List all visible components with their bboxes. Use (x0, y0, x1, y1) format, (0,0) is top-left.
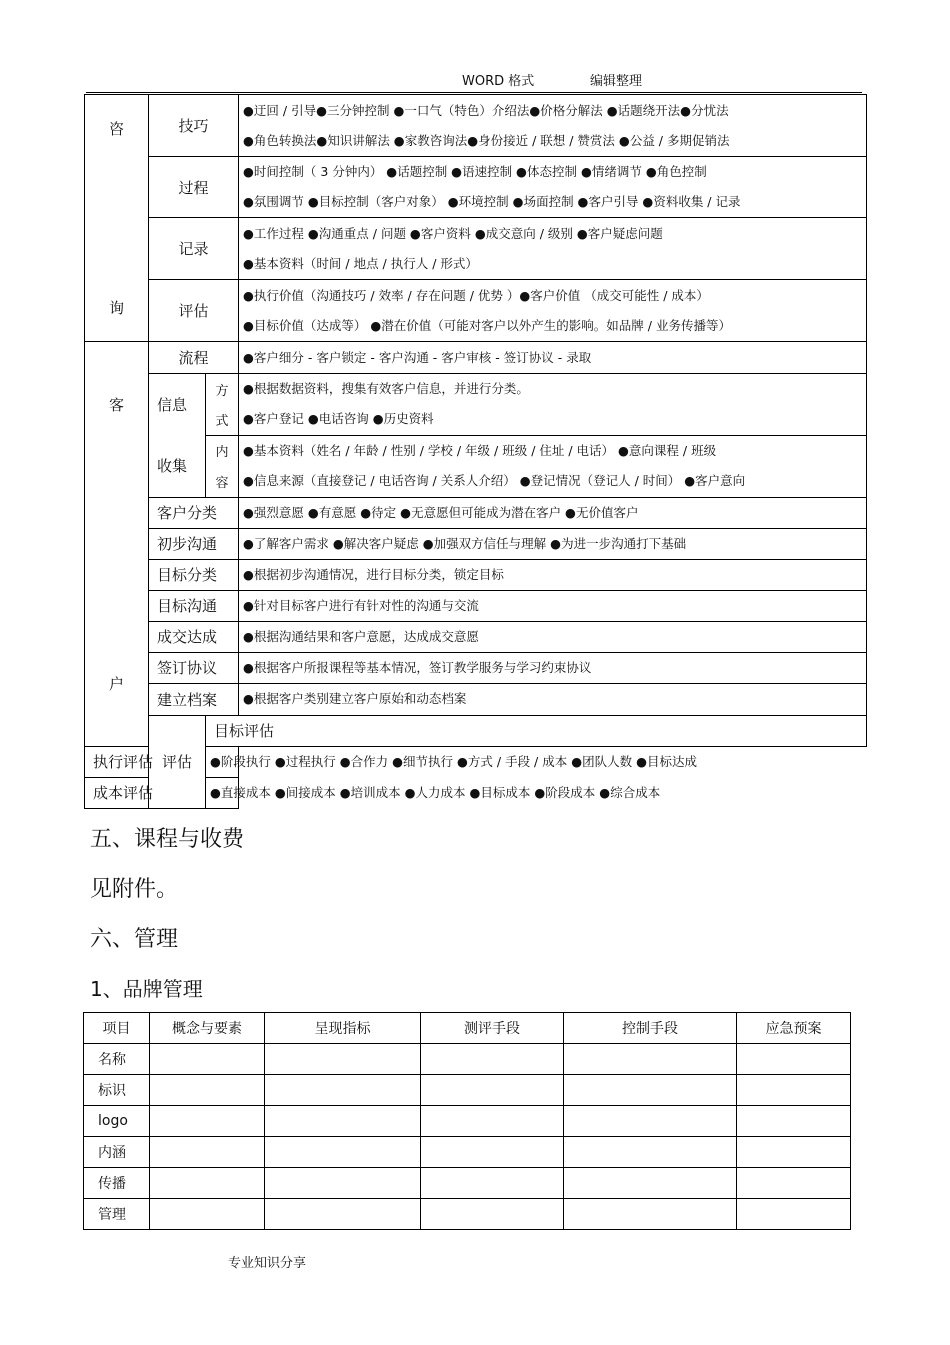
section5-body: 见附件。 (90, 877, 179, 902)
section-customer-char-2: 户 (108, 674, 124, 693)
empty-cell (737, 1168, 851, 1199)
row-content (239, 157, 867, 218)
empty-cell (421, 1106, 564, 1137)
empty-cell (421, 1044, 564, 1075)
empty-cell (421, 1168, 564, 1199)
row-content (239, 621, 867, 652)
row-content (206, 777, 661, 808)
empty-cell (265, 1075, 421, 1106)
process-table (84, 94, 867, 809)
empty-cell (265, 1137, 421, 1168)
empty-cell (265, 1044, 421, 1075)
content-line-2 (239, 466, 867, 497)
info-label-bottom: 收集 (149, 435, 206, 497)
section5-title: 五、课程与收费 (90, 827, 245, 852)
row-label: 成交达成 (149, 621, 239, 652)
content-line: ●客户登记 ●电话咨询 ●历史资料 (243, 411, 434, 427)
brand-table-header (84, 1013, 851, 1044)
header-cell: 项目 (84, 1013, 150, 1044)
content-line: ●基本资料（时间 / 地点 / 执行人 / 形式） (243, 255, 478, 271)
section-evaluation: 评估 (149, 715, 206, 808)
row-label: 评估 (149, 280, 239, 342)
empty-cell (150, 1106, 265, 1137)
row-header-cell: 传播 (84, 1168, 150, 1199)
row-label: 目标分类 (149, 559, 239, 590)
header-cell: 概念与要素 (150, 1013, 265, 1044)
row-content (239, 95, 867, 157)
content-line: ●了解客户需求 ●解决客户疑虑 ●加强双方信任与理解 ●为进一步沟通打下基础 (243, 535, 687, 551)
content-line: ●信息来源（直接登记 / 电话咨询 / 关系人介绍） ●登记情况（登记人 / 时间） ●客户意向 (243, 473, 746, 489)
content-line: ●阶段执行 ●过程执行 ●合作力 ●细节执行 ●方式 / 手段 / 成本 ●团队人数 ●目标达成 (210, 753, 698, 769)
empty-cell (737, 1199, 851, 1230)
empty-cell (265, 1199, 421, 1230)
header-right: 编辑整理 (590, 74, 643, 89)
table-row (84, 1106, 851, 1137)
content-line: ●角色转换法●知识讲解法 ●家教咨询法●身份接近 / 联想 / 赞赏法 ●公益 / 多期促销法 (243, 132, 730, 148)
row-content (239, 342, 867, 374)
page-footer: 专业知识分享 (228, 1256, 307, 1271)
row-content (239, 497, 867, 528)
method-char-2: 式 (206, 404, 239, 435)
row-label: 签订协议 (149, 652, 239, 683)
section6-subtitle: 1、品牌管理 (90, 977, 203, 1001)
table-row (84, 1199, 851, 1230)
row-content (239, 280, 867, 342)
content-line: ●目标价值（达成等） ●潜在价值（可能对客户以外产生的影响。如品牌 / 业务传播等） (243, 317, 731, 333)
header-cell: 呈现指标 (265, 1013, 421, 1044)
content-line: ●迂回 / 引导●三分钟控制 ●一口气（特色）介绍法●价格分解法 ●话题绕开法●分忧法 (243, 102, 729, 118)
content-line: ●根据客户所报课程等基本情况，签订教学服务与学习约束协议 (243, 659, 592, 675)
content-line: ●根据数据资料，搜集有效客户信息，并进行分类。 (243, 381, 529, 396)
empty-cell (421, 1137, 564, 1168)
header-left: WORD 格式 (462, 74, 535, 89)
empty-cell (150, 1137, 265, 1168)
content-line: ●强烈意愿 ●有意愿 ●待定 ●无意愿但可能成为潜在客户 ●无价值客户 (243, 504, 639, 520)
row-content (239, 218, 867, 280)
content-line: ●针对目标客户进行有针对性的沟通与交流 (243, 597, 479, 613)
brand-management-table (83, 1012, 851, 1230)
section-consult-char-1: 咨 (108, 120, 124, 138)
empty-cell (421, 1075, 564, 1106)
header-cell: 控制手段 (564, 1013, 737, 1044)
row-content (239, 652, 867, 683)
row-content (239, 590, 867, 621)
empty-cell (265, 1106, 421, 1137)
row-content (239, 559, 867, 590)
row-label: 执行评估 (85, 746, 206, 777)
row-header-cell: 管理 (84, 1199, 150, 1230)
empty-cell (564, 1075, 737, 1106)
method-line-2 (239, 404, 867, 435)
row-content (206, 746, 698, 777)
content-line: ●直接成本 ●间接成本 ●培训成本 ●人力成本 ●目标成本 ●阶段成本 ●综合成本 (210, 784, 661, 800)
empty-cell (564, 1106, 737, 1137)
table-row (84, 1168, 851, 1199)
row-label: 目标沟通 (149, 590, 239, 621)
empty-cell (150, 1044, 265, 1075)
empty-cell (737, 1075, 851, 1106)
content-char-2: 容 (206, 466, 239, 497)
content-line: ●时间控制（ 3 分钟内） ●话题控制 ●语速控制 ●体态控制 ●情绪调节 ●角色控制 (243, 164, 707, 179)
empty-cell (150, 1168, 265, 1199)
table-row (84, 1137, 851, 1168)
empty-cell (265, 1168, 421, 1199)
row-label: 客户分类 (149, 497, 239, 528)
content-line: ●客户细分 - 客户锁定 - 客户沟通 - 客户审核 - 签订协议 - 录取 (243, 349, 592, 365)
content-line: ●基本资料（姓名 / 年龄 / 性别 / 学校 / 年级 / 班级 / 住址 / 电话） ●意向课程 / 班级 (243, 442, 717, 458)
row-label: 目标评估 (206, 715, 867, 746)
empty-cell (737, 1137, 851, 1168)
row-header-cell: logo (84, 1106, 150, 1137)
empty-cell (564, 1137, 737, 1168)
empty-cell (564, 1199, 737, 1230)
content-line-1 (239, 435, 867, 466)
empty-cell (737, 1106, 851, 1137)
row-content (239, 683, 867, 715)
table-row (84, 1075, 851, 1106)
row-header-cell: 内涵 (84, 1137, 150, 1168)
method-line-1 (239, 374, 867, 405)
content-char-1: 内 (206, 435, 239, 466)
row-label: 记录 (149, 218, 239, 280)
empty-cell (564, 1168, 737, 1199)
empty-cell (150, 1199, 265, 1230)
method-char-1: 方 (206, 374, 239, 405)
table-row (84, 1044, 851, 1075)
header-cell: 测评手段 (421, 1013, 564, 1044)
empty-cell (564, 1044, 737, 1075)
row-content (239, 528, 867, 559)
empty-cell (421, 1199, 564, 1230)
row-label: 过程 (149, 157, 239, 218)
row-header-cell: 标识 (84, 1075, 150, 1106)
row-header-cell: 名称 (84, 1044, 150, 1075)
content-line: ●执行价值（沟通技巧 / 效率 / 存在问题 / 优势 ）●客户价值 （成交可能性 / 成本） (243, 287, 709, 303)
content-line: ●根据初步沟通情况，进行目标分类，锁定目标 (243, 566, 504, 582)
header-rule (86, 92, 862, 93)
empty-cell (150, 1075, 265, 1106)
section-consult (85, 95, 149, 342)
content-line: ●根据沟通结果和客户意愿，达成成交意愿 (243, 628, 479, 644)
info-label-top: 信息 (149, 374, 206, 436)
content-line: ●工作过程 ●沟通重点 / 问题 ●客户资料 ●成交意向 / 级别 ●客户疑虑问题 (243, 225, 663, 241)
content-line: ●氛围调节 ●目标控制（客户对象） ●环境控制 ●场面控制 ●客户引导 ●资料收集 / 记录 (243, 194, 741, 209)
header-cell: 应急预案 (737, 1013, 851, 1044)
row-label: 初步沟通 (149, 528, 239, 559)
row-label: 成本评估 (85, 777, 206, 808)
row-label-flow: 流程 (149, 342, 239, 374)
section-consult-char-2: 询 (108, 299, 124, 317)
section6-title: 六、管理 (90, 927, 179, 952)
section-customer-char-1: 客 (108, 395, 124, 414)
row-label: 技巧 (149, 95, 239, 157)
row-label: 建立档案 (149, 683, 239, 715)
empty-cell (737, 1044, 851, 1075)
section-customer (85, 342, 149, 747)
content-line: ●根据客户类别建立客户原始和动态档案 (243, 691, 467, 706)
